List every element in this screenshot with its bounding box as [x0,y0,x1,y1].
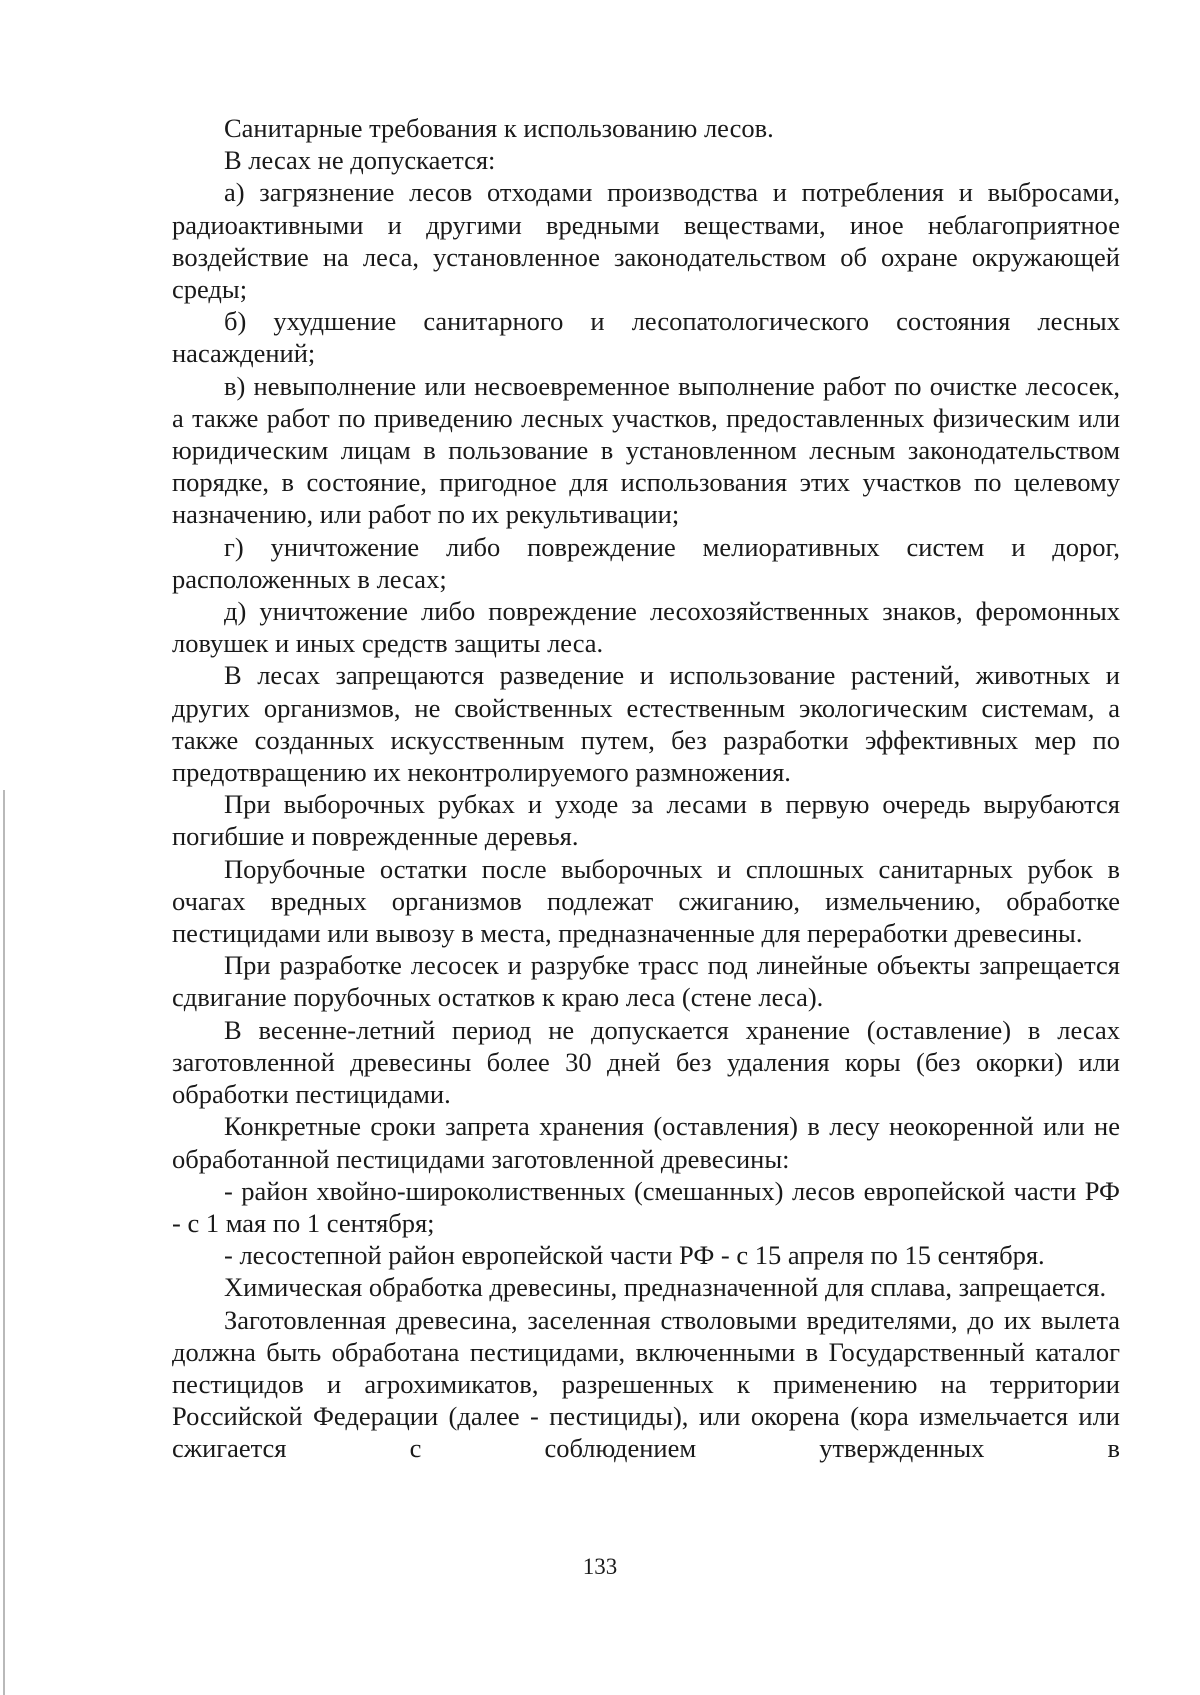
paragraph-heading: Санитарные требования к использованию лесов. [224,113,774,143]
document-body [172,112,1120,1465]
paragraph: В лесах не допускается: [224,145,496,176]
paragraph: В лесах запрещаются разведение и использование растений, животных и других организмов, не свойственных естественным экологическим системам, а также созданных искусственным путем, без разработки эффективных мер по предотвращению их неконтролируемого размножения. [172,660,1120,788]
paragraph-item-g: г) уничтожение либо повреждение мелиоративных систем и дорог, расположенных в лесах; [172,531,1120,594]
paragraph: Порубочные остатки после выборочных и сплошных санитарных рубок в очагах вредных организмов подлежат сжиганию, измельчению, обработке пестицидами или вывозу в места, предназначенные для переработки древесины. [172,853,1120,949]
paragraph: При разработке лесосек и разрубке трасс под линейные объекты запрещается сдвигание порубочных остатков к краю леса (стене леса). [172,950,1120,1013]
paragraph: Конкретные сроки запрета хранения (оставления) в лесу неокоренной или не обработанной пестицидами заготовленной древесины: [172,1111,1120,1174]
paragraph: Заготовленная древесина, заселенная стволовыми вредителями, до их вылета должна быть обработана пестицидами, включенными в Государственный каталог пестицидов и агрохимикатов, разрешенных к применению на территории Российской Федерации (далее - пестициды), или окорена (кора измельчается или сжигается с соблюдением утвержденных в [172,1304,1120,1464]
paragraph-item-b: б) ухудшение санитарного и лесопатологического состояния лесных насаждений; [172,306,1120,369]
paragraph-item-d: д) уничтожение либо повреждение лесохозяйственных знаков, феромонных ловушек и иных средств защиты леса. [172,596,1120,659]
page-number: 133 [582,1554,618,1579]
paragraph: В весенне-летний период не допускается хранение (оставление) в лесах заготовленной древесины более 30 дней без удаления коры (без окорки) или обработки пестицидами. [172,1014,1120,1110]
paragraph-item-a: а) загрязнение лесов отходами производства и потребления и выбросами, радиоактивными и другими вредными веществами, иное неблагоприятное воздействие на леса, установленное законодательством об охране окружающей среды; [172,177,1120,305]
paragraph: Химическая обработка древесины, предназначенной для сплава, запрещается. [224,1272,1107,1303]
paragraph-item-v: в) невыполнение или несвоевременное выполнение работ по очистке лесосек, а также работ по приведению лесных участков, предоставленных физическим или юридическим лицам в пользование в установленном лесным законодательством порядке, в состояние, пригодное для использования этих участков по целевому назначению, или работ по их рекультивации; [172,370,1120,530]
paragraph: При выборочных рубках и уходе за лесами в первую очередь вырубаются погибшие и поврежденные деревья. [172,789,1120,852]
paragraph-list-item: - район хвойно-широколиственных (смешанных) лесов европейской части РФ - с 1 мая по 1 сентября; [172,1175,1120,1238]
paragraph-list-item: - лесостепной район европейской части РФ - с 15 апреля по 15 сентября. [224,1240,1045,1271]
